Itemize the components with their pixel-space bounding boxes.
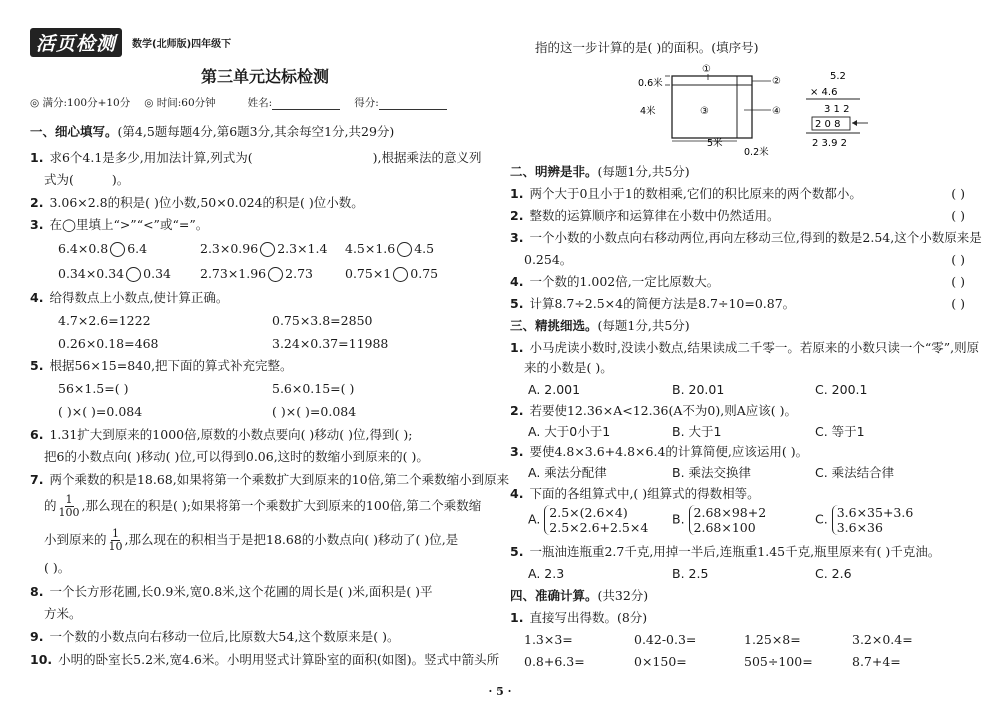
calc-item[interactable]: 0.8+6.3= bbox=[524, 654, 585, 669]
fraction-1-100 bbox=[59, 494, 80, 519]
choice-text: 下面的各组算式中,( )组算式的得数相等。 bbox=[529, 486, 760, 501]
time-info: ◎ 时间:60分钟 bbox=[144, 97, 216, 109]
question-number: 4. bbox=[510, 486, 524, 501]
decimal-item: 4.7×2.6=1222 bbox=[58, 313, 151, 328]
option-a[interactable]: A. 大于0小于1 bbox=[528, 424, 611, 439]
question-number: 10. bbox=[30, 652, 53, 667]
q7-text-b2: ,那么现在的积是( );如果将第一个乘数扩大到原来的100倍,第二个乘数缩 bbox=[81, 498, 482, 513]
question-2 bbox=[30, 195, 364, 211]
compare-left: 2.3×0.96 bbox=[200, 241, 259, 256]
judge-text: 0.254。 bbox=[524, 252, 573, 267]
q5-text: 根据56×15=840,把下面的算式补充完整。 bbox=[49, 358, 293, 373]
compare-left: 6.4×0.8 bbox=[58, 241, 109, 256]
option-b[interactable]: B. 20.01 bbox=[672, 382, 725, 397]
compare-right: 6.4 bbox=[127, 241, 148, 256]
fraction-denominator: 10 bbox=[108, 540, 123, 553]
question-number: 2. bbox=[510, 403, 524, 418]
compare-circle[interactable] bbox=[397, 242, 412, 257]
brand-logo: 活页检测 bbox=[30, 28, 122, 57]
option-b[interactable] bbox=[672, 505, 766, 535]
equation-group bbox=[544, 505, 648, 535]
q7-text-c1: 小到原来的 bbox=[44, 532, 107, 547]
compare-right: 2.73 bbox=[285, 266, 313, 281]
section-1-heading bbox=[30, 124, 394, 140]
question-5 bbox=[30, 358, 293, 374]
calc-item[interactable]: 0×150= bbox=[634, 654, 687, 669]
score-info: ◎ 满分:100分+10分 bbox=[30, 97, 131, 109]
option-a[interactable]: A. 2.001 bbox=[528, 382, 581, 397]
label-4m: 4米 bbox=[640, 106, 656, 117]
equation: 2.5×2.6+2.5×4 bbox=[549, 520, 649, 535]
calc-item[interactable]: 505÷100= bbox=[744, 654, 813, 669]
q7-text-b1: 的 bbox=[44, 498, 57, 513]
label-3: ③ bbox=[700, 106, 709, 117]
question-number: 1. bbox=[510, 610, 524, 625]
judge-text: 整数的运算顺序和运算律在小数中仍然适用。 bbox=[529, 208, 780, 223]
q7-text-a: 两个乘数的积是18.68,如果将第一个乘数扩大到原来的10倍,第二个乘数缩小到原来 bbox=[49, 472, 510, 487]
page-number: · 5 · bbox=[488, 685, 512, 698]
compare-right: 4.5 bbox=[414, 241, 435, 256]
section-4-note: (共32分) bbox=[597, 588, 649, 603]
option-a[interactable]: A. 乘法分配律 bbox=[528, 465, 607, 480]
choice-question-1-cont: 来的小数是( )。 bbox=[524, 360, 613, 375]
equation-group bbox=[689, 505, 767, 535]
option-c[interactable]: C. 2.6 bbox=[815, 566, 852, 581]
judge-item bbox=[510, 230, 982, 246]
choice-text: 一瓶油连瓶重2.7千克,用掉一半后,连瓶重1.45千克,瓶里原来有( )千克油。 bbox=[529, 544, 941, 559]
fill-item: ( )×( )=0.084 bbox=[58, 404, 143, 419]
equation: 2.68×98+2 bbox=[693, 505, 767, 520]
question-number: 2. bbox=[30, 195, 44, 210]
compare-right: 2.3×1.4 bbox=[277, 241, 328, 256]
q2-text: 3.06×2.8的积是( )位小数,50×0.024的积是( )位小数。 bbox=[49, 195, 364, 210]
name-field[interactable] bbox=[248, 95, 341, 110]
judge-item bbox=[510, 186, 965, 202]
section-3-heading bbox=[510, 318, 690, 334]
compare-left: 2.73×1.96 bbox=[200, 266, 267, 281]
q9-text: 一个数的小数点向右移动一位后,比原数大54,这个数原来是( )。 bbox=[49, 629, 400, 644]
compare-left: 0.34×0.34 bbox=[58, 266, 125, 281]
grade-blank[interactable] bbox=[379, 98, 447, 110]
question-number: 1. bbox=[30, 150, 44, 165]
question-number: 6. bbox=[30, 427, 44, 442]
subject-label: 数学(北师版)四年级下 bbox=[132, 39, 232, 50]
q4-text: 给得数点上小数点,使计算正确。 bbox=[49, 290, 229, 305]
calc-item[interactable]: 8.7+4= bbox=[852, 654, 901, 669]
label-0.2m: 0.2米 bbox=[744, 147, 769, 158]
grade-label: 得分: bbox=[354, 97, 379, 109]
label-0.6m: 0.6米 bbox=[638, 78, 663, 89]
question-3 bbox=[30, 217, 208, 233]
exam-meta bbox=[30, 95, 500, 110]
compare-left: 4.5×1.6 bbox=[345, 241, 396, 256]
answer-paren[interactable]: ( ) bbox=[951, 208, 965, 223]
q1-text-c: 式为( bbox=[44, 172, 74, 187]
choice-question-5 bbox=[510, 544, 940, 560]
equation: 3.6×35+3.6 bbox=[836, 505, 914, 520]
label-1: ① bbox=[702, 64, 711, 75]
label-5m: 5米 bbox=[707, 138, 723, 149]
multiplicand: 5.2 bbox=[830, 71, 846, 82]
question-number: 9. bbox=[30, 629, 44, 644]
choice-question-1 bbox=[510, 340, 979, 356]
compare-circle[interactable] bbox=[110, 242, 125, 257]
question-7-cont: ( )。 bbox=[44, 560, 71, 575]
question-number: 8. bbox=[30, 584, 44, 599]
section-2-title: 二、明辨是非。 bbox=[510, 164, 598, 179]
question-1 bbox=[30, 150, 481, 166]
fill-item: 56×1.5=( ) bbox=[58, 381, 129, 396]
judge-text: 两个大于0且小于1的数相乘,它们的积比原来的两个数都小。 bbox=[529, 186, 862, 201]
option-letter: A. bbox=[528, 511, 541, 527]
calc-item[interactable]: 1.3×3= bbox=[524, 632, 573, 647]
question-number: 5. bbox=[510, 296, 524, 311]
judge-text: 一个数的1.002倍,一定比原数大。 bbox=[529, 274, 720, 289]
fraction-numerator: 1 bbox=[65, 493, 73, 506]
judge-item-cont bbox=[524, 252, 965, 268]
option-a[interactable]: A. 2.3 bbox=[528, 566, 565, 581]
question-6-cont: 把6的小数点向( )移动( )位,可以得到0.06,这时的数缩小到原来的( )。 bbox=[44, 449, 429, 464]
question-7 bbox=[30, 472, 509, 488]
section-4-title: 四、准确计算。 bbox=[510, 588, 598, 603]
compare-circle[interactable] bbox=[268, 267, 283, 282]
page-title: 第三单元达标检测 bbox=[200, 67, 329, 86]
equation: 2.5×(2.6×4) bbox=[549, 505, 628, 520]
room-figure bbox=[632, 62, 792, 160]
section-2-heading bbox=[510, 164, 690, 180]
multiplier: × 4.6 bbox=[810, 87, 838, 98]
section-1-note: (第4,5题每题4分,第6题3分,其余每空1分,共29分) bbox=[117, 124, 395, 139]
question-number: 1. bbox=[510, 186, 524, 201]
q8-text-a: 一个长方形花圃,长0.9米,宽0.8米,这个花圃的周长是( )米,面积是( )平 bbox=[49, 584, 433, 599]
question-number: 3. bbox=[30, 217, 44, 232]
judge-item bbox=[510, 296, 965, 312]
option-a[interactable] bbox=[528, 505, 648, 535]
question-1-cont bbox=[44, 172, 129, 188]
calc-question-1 bbox=[510, 610, 647, 626]
label-2: ② bbox=[772, 76, 781, 87]
option-c[interactable]: C. 乘法结合律 bbox=[815, 465, 895, 480]
question-number: 3. bbox=[510, 230, 524, 245]
judge-text: 一个小数的小数点向右移动两位,再向左移动三位,得到的数是2.54,这个小数原来是 bbox=[529, 230, 982, 245]
section-4-heading bbox=[510, 588, 648, 604]
answer-paren[interactable]: ( ) bbox=[951, 274, 965, 289]
question-9 bbox=[30, 629, 400, 645]
question-number: 2. bbox=[510, 208, 524, 223]
q1-text-d: )。 bbox=[111, 172, 130, 187]
question-10-cont: 指的这一步计算的是( )的面积。(填序号) bbox=[535, 40, 759, 55]
question-number: 4. bbox=[30, 290, 44, 305]
name-blank[interactable] bbox=[272, 98, 340, 110]
question-number: 4. bbox=[510, 274, 524, 289]
fraction-numerator: 1 bbox=[112, 527, 120, 540]
judge-item bbox=[510, 208, 965, 224]
section-2-note: (每题1分,共5分) bbox=[597, 164, 690, 179]
question-8 bbox=[30, 584, 433, 600]
compare-item bbox=[200, 241, 327, 257]
question-number: 1. bbox=[510, 340, 524, 355]
grade-field[interactable] bbox=[354, 95, 447, 110]
q6-text-a: 1.31扩大到原来的1000倍,原数的小数点要向( )移动( )位,得到( ); bbox=[49, 427, 413, 442]
q10-text: 小明的卧室长5.2米,宽4.6米。小明用竖式计算卧室的面积(如图)。竖式中箭头所 bbox=[58, 652, 500, 667]
equation-group bbox=[832, 505, 914, 535]
section-1-title: 一、细心填写。 bbox=[30, 124, 118, 139]
fill-item: 5.6×0.15=( ) bbox=[272, 381, 355, 396]
compare-right: 0.34 bbox=[143, 266, 171, 281]
option-letter: C. bbox=[815, 511, 828, 527]
fill-item: ( )×( )=0.084 bbox=[272, 404, 357, 419]
compare-circle[interactable] bbox=[393, 267, 408, 282]
compare-item bbox=[345, 241, 434, 257]
compare-right: 0.75 bbox=[410, 266, 439, 281]
compare-item bbox=[345, 266, 438, 282]
choice-question-4 bbox=[510, 486, 760, 502]
calc-instruction: 直接写出得数。(8分) bbox=[529, 610, 648, 625]
partial-product-2: 2 0 8 bbox=[815, 119, 841, 130]
answer-paren[interactable]: ( ) bbox=[951, 252, 965, 267]
question-number: 3. bbox=[510, 444, 524, 459]
compare-circle[interactable] bbox=[126, 267, 141, 282]
q7-text-c2: ,那么现在的积相当于是把18.68的小数点向( )移动了( )位,是 bbox=[124, 532, 459, 547]
option-b[interactable]: B. 大于1 bbox=[672, 424, 722, 439]
equation: 2.68×100 bbox=[693, 520, 756, 535]
choice-question-3 bbox=[510, 444, 808, 460]
partial-product-1: 3 1 2 bbox=[824, 104, 850, 115]
compare-item bbox=[58, 241, 147, 257]
calc-item[interactable]: 1.25×8= bbox=[744, 632, 801, 647]
product: 2 3.9 2 bbox=[812, 138, 847, 149]
choice-text: 若要使12.36×A<12.36(A不为0),则A应该( )。 bbox=[529, 403, 797, 418]
fraction-1-10 bbox=[109, 528, 123, 553]
question-4 bbox=[30, 290, 228, 306]
vertical-multiplication bbox=[800, 68, 890, 153]
answer-paren[interactable]: ( ) bbox=[951, 296, 965, 311]
fraction-denominator: 100 bbox=[58, 506, 80, 519]
calc-item[interactable]: 0.42-0.3= bbox=[634, 632, 697, 647]
equation: 3.6×36 bbox=[836, 520, 883, 535]
q3-text: 在◯里填上“>”“<”或“=”。 bbox=[49, 217, 209, 232]
question-10 bbox=[30, 652, 499, 668]
compare-item bbox=[200, 266, 313, 282]
question-number: 5. bbox=[30, 358, 44, 373]
decimal-item: 0.75×3.8=2850 bbox=[272, 313, 373, 328]
choice-question-2 bbox=[510, 403, 797, 419]
answer-paren[interactable]: ( ) bbox=[951, 186, 965, 201]
question-number: 5. bbox=[510, 544, 524, 559]
q1-text-a: 求6个4.1是多少,用加法计算,列式为( bbox=[49, 150, 253, 165]
option-b[interactable]: B. 2.5 bbox=[672, 566, 709, 581]
label-4: ④ bbox=[772, 106, 781, 117]
choice-text: 小马虎读小数时,没读小数点,结果读成二千零一。若原来的小数只读一个“零”,则原 bbox=[529, 340, 980, 355]
decimal-item: 0.26×0.18=468 bbox=[58, 336, 159, 351]
question-7-cont bbox=[44, 494, 481, 519]
name-label: 姓名: bbox=[247, 97, 273, 109]
option-letter: B. bbox=[672, 511, 685, 527]
question-6 bbox=[30, 427, 412, 443]
question-number: 7. bbox=[30, 472, 44, 487]
judge-text: 计算8.7÷2.5×4的简便方法是8.7÷10=0.87。 bbox=[529, 296, 796, 311]
arrow-head bbox=[852, 120, 857, 126]
option-b[interactable]: B. 乘法交换律 bbox=[672, 465, 752, 480]
section-3-note: (每题1分,共5分) bbox=[597, 318, 690, 333]
page-header bbox=[30, 28, 231, 57]
decimal-item: 3.24×0.37=11988 bbox=[272, 336, 389, 351]
compare-circle[interactable] bbox=[260, 242, 275, 257]
compare-left: 0.75×1 bbox=[345, 266, 392, 281]
section-3-title: 三、精挑细选。 bbox=[510, 318, 598, 333]
question-8-cont: 方米。 bbox=[44, 606, 82, 621]
option-c[interactable]: C. 200.1 bbox=[815, 382, 868, 397]
compare-item bbox=[58, 266, 171, 282]
option-c[interactable]: C. 等于1 bbox=[815, 424, 865, 439]
calc-item[interactable]: 3.2×0.4= bbox=[852, 632, 913, 647]
choice-text: 要使4.8×3.6+4.8×6.4的计算简便,应该运用( )。 bbox=[529, 444, 809, 459]
option-c[interactable] bbox=[815, 505, 913, 535]
question-7-cont bbox=[44, 528, 458, 553]
q1-text-b: ),根据乘法的意义列 bbox=[372, 150, 482, 165]
judge-item bbox=[510, 274, 965, 290]
